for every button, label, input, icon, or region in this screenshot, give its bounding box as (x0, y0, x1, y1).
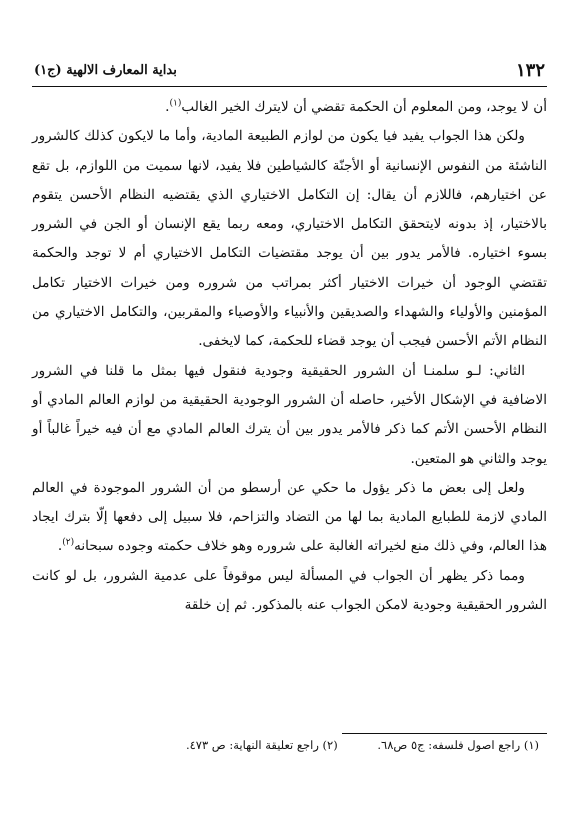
paragraph-text: ومما ذكر يظهر أن الجواب في المسألة ليس موقوفاً على عدمية الشرور، بل لو كانت الشرور الحقيقية وجودية لامكن الجواب عنه بالمذكور. ثم إن خلقة (32, 567, 547, 614)
footnote: (١) راجع اصول فلسفه: ج٥ ص٦٨. (377, 738, 539, 752)
footnote: (٢) راجع تعليقة النهاية: ص ٤٧٣. (185, 738, 338, 752)
footnote-reference: (٢) (62, 537, 75, 548)
paragraph (32, 357, 547, 474)
paragraph-end-punctuation: . (57, 538, 63, 555)
running-title: بداية المعارف الالهية (ج١) (34, 63, 177, 78)
paragraph-end-punctuation: . (165, 99, 170, 115)
footnote-divider (342, 733, 547, 734)
paragraph (32, 93, 547, 122)
paragraph (32, 122, 547, 356)
paragraph-text: ولكن هذا الجواب يفيد فيا يكون من لوازم الطبيعة المادية، وأما ما لايكون كذلك كالشرور الناشئة من النفوس الإنسانية أو الأجنّة كالشياطين فلا يفيد، لانها سميت من اللوازم، بل تقع عن اختيارهم، فاللازم أن يقال: إن التكامل الاختياري الذي يقتضيه النظام الأحسن يتقوم بالاختيار، إذ بدونه لايتحقق التكامل الاختياري، ومعه ربما يقع الإنسان أو الجن في الشرور بسوء اختياره. فالأمر يدور بين أن يوجد مقتضيات التكامل الاختياري أم لا توجد والحكمة تقتضي الوجود أن خيرات الاختيار أكثر بمراتب من شروره ومن خيرات الاختيار تكامل المؤمنين والأولياء والشهداء والصديقين والأنبياء والأوصياء والمقربين، والتكامل الاختياري من النظام الأتم الأحسن فيجب أن يوجد قضاء للحكمة، كما لايخفى. (32, 128, 547, 350)
body-text (32, 93, 547, 620)
paragraph (32, 474, 547, 562)
footnote-reference: (١) (169, 98, 182, 109)
paragraph (32, 562, 547, 621)
page-number: ١٣٢ (515, 60, 545, 81)
paragraph-text: ولعل إلى بعض ما ذكر يؤول ما حكي عن أرسطو من أن الشرور الموجودة في العالم المادي لازمة للطبايع المادية بما لها من التضاد والتزاحم، فلا سبيل إلى دفعها إلّا بترك ايجاد هذا العالم، وفي ذلك منع لخيراته الغالبة على شروره وهو خلاف حكمته وجوده سبحانه (32, 479, 547, 555)
paragraph-text: الثاني: لـو سلمنـا أن الشرور الحقيقية وجودية فنقول فيها بمثل ما قلنا في الشرور الاضافية في الإشكال الأخير، حاصله أن الشرور الوجودية الحقيقية من لوازم العالم المادي أو النظام الأحسن الأتم كما ذكر فالأمر يدور بين أن يترك العالم المادي مع أن فيه خيراً غالباً أو يوجد والثاني هو المتعين. (32, 362, 547, 467)
paragraph-text: أن لا يوجد، ومن المعلوم أن الحكمة تقضي أن لايترك الخير الغالب (181, 99, 547, 115)
page-header (32, 56, 547, 87)
footnotes (39, 738, 539, 752)
